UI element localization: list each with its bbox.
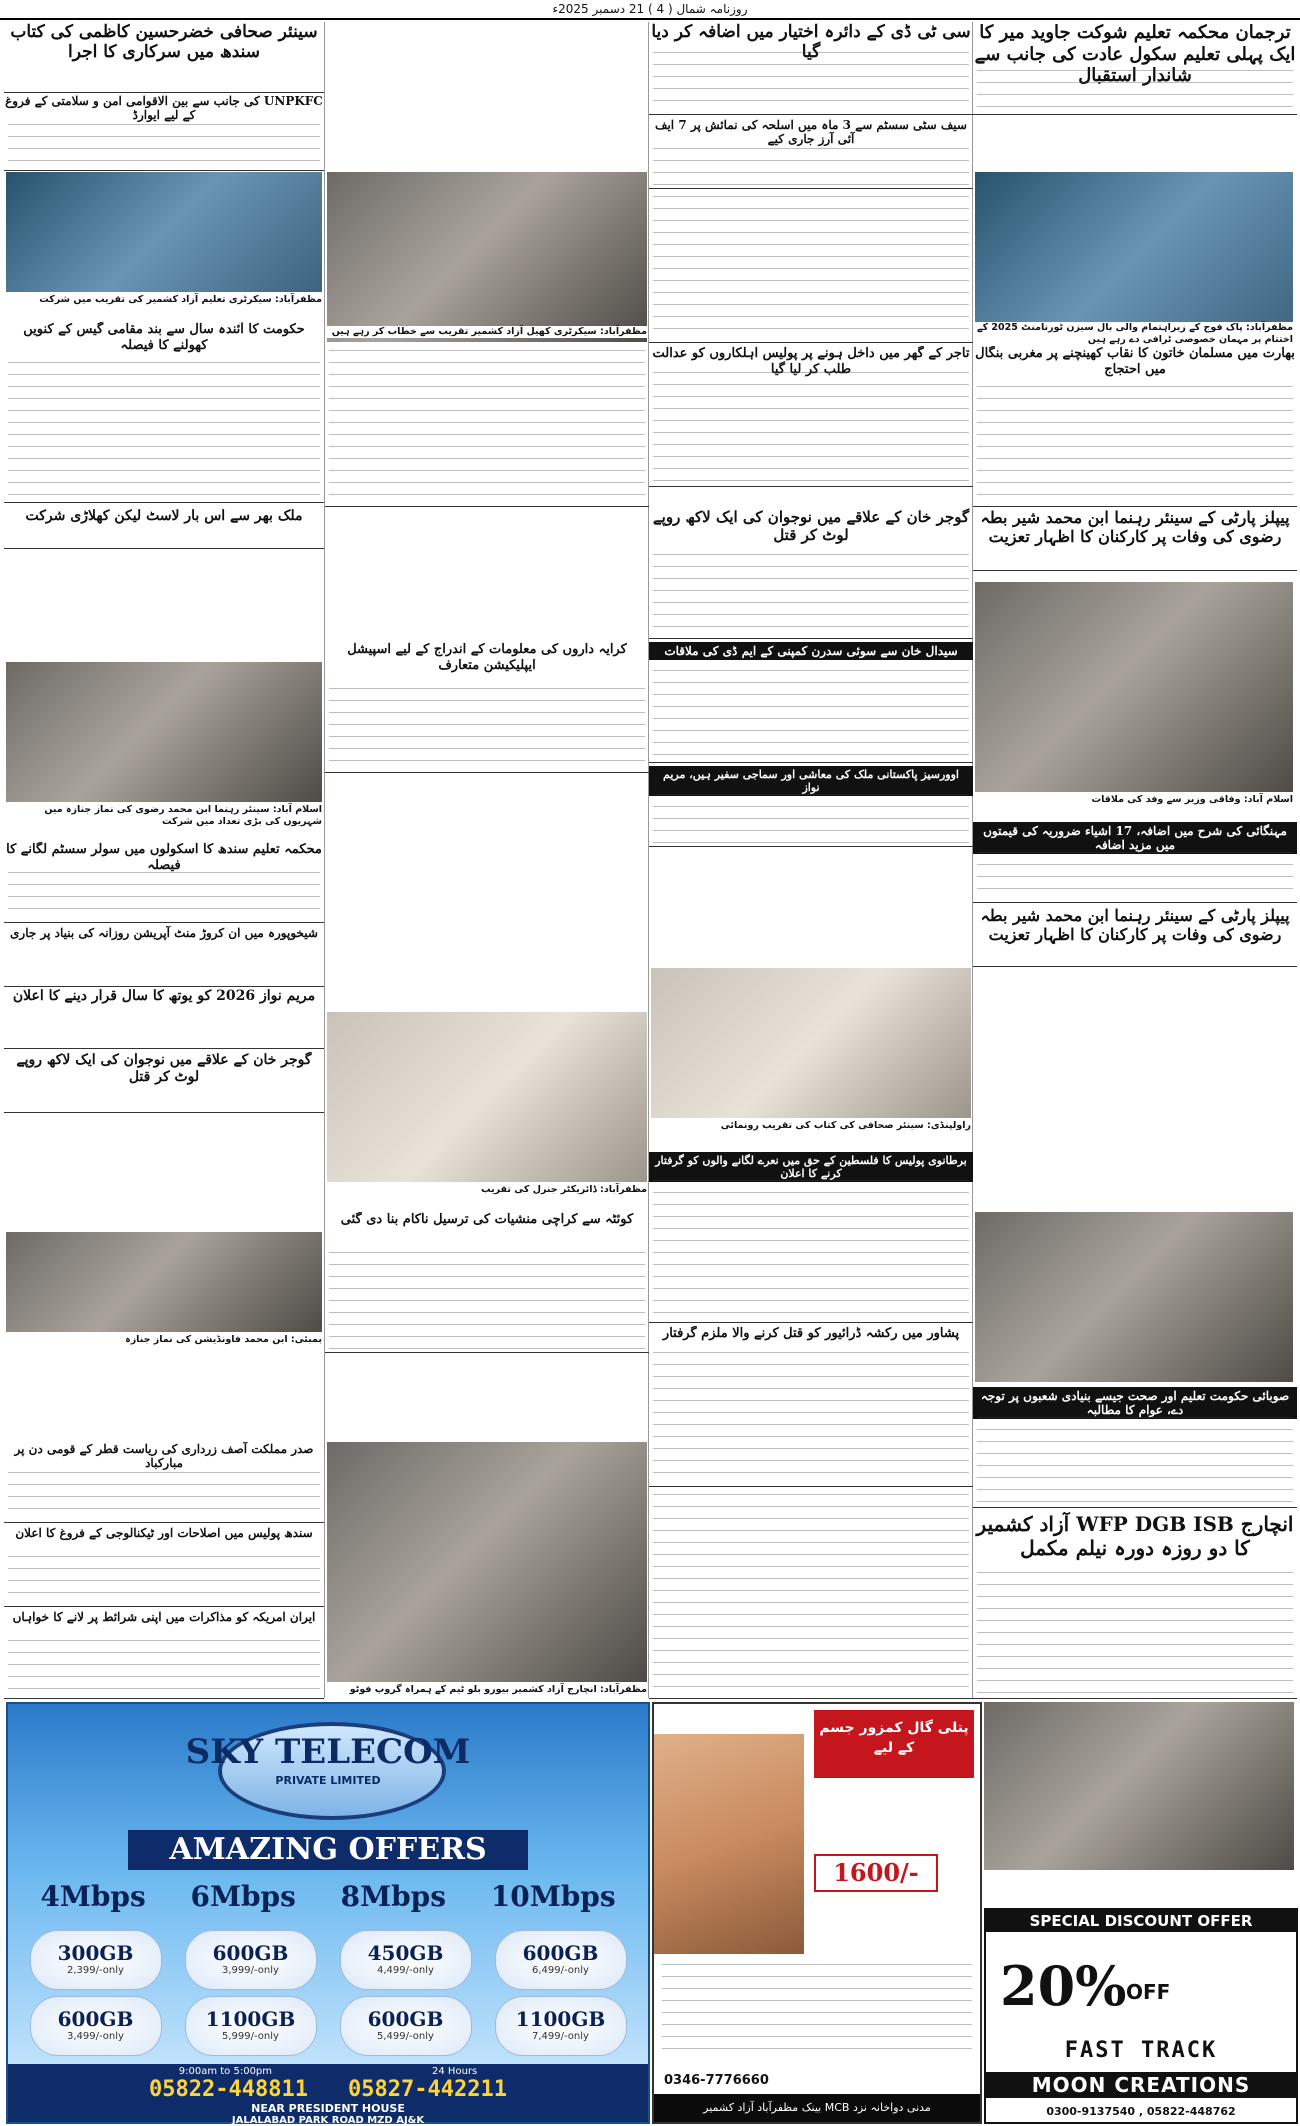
phone-2: 05827-442211 bbox=[348, 2077, 507, 2102]
amazing-offers: AMAZING OFFERS bbox=[128, 1830, 528, 1870]
package-cloud: 450GB 4,499/-only bbox=[340, 1930, 472, 1990]
column-mid-left bbox=[324, 22, 649, 1698]
story-sindh-police bbox=[4, 1526, 324, 1607]
headline: تاجر کے گھر میں داخل ہونے پر پولیس اہلکاروں کو عدالت طلب کر لیا گیا bbox=[652, 346, 970, 377]
clinic-headline: پتلی گال کمزور جسم کے لیے bbox=[814, 1710, 974, 1778]
story-british bbox=[649, 1152, 973, 1323]
caption: بمبئی: ابن محمد فاونڈیشن کی نماز جنازہ bbox=[6, 1334, 322, 1346]
discount-percent: 20% bbox=[1000, 1954, 1127, 2018]
story-gas bbox=[4, 322, 324, 503]
headline: ملک بھر سے اس بار لاسٹ لیکن کھلاڑی شرکت bbox=[25, 508, 303, 524]
story-condolence-1 bbox=[973, 508, 1297, 571]
story-condolence-2 bbox=[973, 906, 1297, 967]
speed-label: 4Mbps bbox=[40, 1880, 146, 1913]
headline: گوجر خان کے علاقے میں نوجوان کی ایک لاکھ روپے لوٹ کر قتل bbox=[16, 1052, 312, 1085]
headline: مہنگائی کی شرح میں اضافہ، 17 اشیاء ضروریہ کی قیمتوں میں مزید اضافہ bbox=[973, 822, 1297, 854]
sky-sub: PRIVATE LIMITED bbox=[275, 1774, 381, 1787]
headline: مریم نواز 2026 کو یوتھ کا سال قرار دینے کا اعلان bbox=[12, 988, 316, 1004]
speed-label: 6Mbps bbox=[190, 1880, 296, 1913]
story-safe-city bbox=[649, 118, 973, 189]
story-sooba bbox=[973, 1387, 1297, 1508]
headline: محکمہ تعلیم سندھ کا اسکولوں میں سولر سسٹم لگانے کا فیصلہ bbox=[6, 842, 322, 873]
moon-phone: 0300-9137540 , 05822-448762 bbox=[1046, 2105, 1236, 2118]
story-karachi bbox=[325, 1212, 649, 1353]
special-offer: SPECIAL DISCOUNT OFFER bbox=[986, 1910, 1296, 1932]
story-ghar2 bbox=[4, 1052, 324, 1113]
story-india bbox=[973, 346, 1297, 507]
photo-gathering bbox=[327, 172, 647, 342]
caption: اسلام آباد: سینئر رہنما ابن محمد رضوی کی نماز جنازہ میں شہریوں کی بڑی تعداد میں شرکت bbox=[6, 804, 322, 828]
news-grid bbox=[4, 22, 1296, 1698]
phone-1: 05822-448811 bbox=[149, 2077, 308, 2102]
headline: اوورسیز پاکستانی ملک کی معاشی اور سماجی سفیر ہیں، مریم نواز bbox=[649, 766, 973, 796]
story-mehngai bbox=[973, 822, 1297, 903]
caption: مظفرآباد: سیکرٹری کھیل آزاد کشمیر تقریب سے خطاب کر رہے ہیں bbox=[327, 326, 647, 338]
package-cloud: 600GB 5,499/-only bbox=[340, 1996, 472, 2056]
headline: انچارج WFP DGB ISB آزاد کشمیر کا دو روزہ دورہ نیلم مکمل bbox=[976, 1512, 1294, 1560]
headline: UNPKFC کی جانب سے بین الاقوامی امن و سلامتی کے فروغ کے لیے ایوارڈ bbox=[5, 94, 323, 123]
model-image bbox=[654, 1734, 804, 1954]
story-zardari bbox=[4, 1442, 324, 1523]
package-cloud: 600GB 3,499/-only bbox=[30, 1996, 162, 2056]
story-ghar bbox=[649, 508, 973, 639]
discount-off: OFF bbox=[1126, 1980, 1171, 2004]
caption: راولپنڈی: سینئر صحافی کی کتاب کی تقریب رونمائی bbox=[651, 1120, 971, 1132]
sky-footer bbox=[8, 2064, 648, 2126]
headline: کوئٹہ سے کراچی منشیات کی ترسیل ناکام بنا دی گئی bbox=[340, 1212, 634, 1227]
photo-sports-hall bbox=[6, 172, 322, 292]
clinic-phone: 0346-7776660 bbox=[664, 2073, 769, 2088]
hours: 9:00am to 5:00pm bbox=[178, 2066, 273, 2077]
headline: برطانوی پولیس کا فلسطین کے حق میں نعرے لگانے والوں کو گرفتار کرنے کا اعلان bbox=[649, 1152, 973, 1182]
story-top-right bbox=[973, 22, 1297, 115]
photo-meeting bbox=[975, 582, 1293, 792]
headline: پیپلز پارٹی کے سینئر رہنما ابن محمد شیر بطہ رضوی کی وفات پر کارکنان کا اظہار تعزیت bbox=[980, 906, 1290, 945]
photo-visit bbox=[327, 1442, 647, 1682]
headline: پشاور میں رکشہ ڈرائیور کو قتل کرنے والا ملزم گرفتار bbox=[662, 1326, 960, 1341]
ad-clinic bbox=[652, 1702, 982, 2124]
clinic-footer: مدنی دواخانہ نزد MCB بینک مظفرآباد آزاد کشمیر bbox=[654, 2094, 980, 2122]
story-unpkfc bbox=[4, 94, 324, 171]
story-top-left bbox=[4, 22, 324, 93]
package-row-1 bbox=[18, 1930, 638, 1990]
story-gas-mid bbox=[325, 346, 649, 507]
story-ctd bbox=[649, 22, 973, 115]
story-school-sindh bbox=[4, 842, 324, 923]
story-trader bbox=[649, 346, 973, 487]
column-right bbox=[972, 22, 1297, 1698]
address-1: NEAR PRESIDENT HOUSE bbox=[251, 2102, 405, 2115]
story-sheikhupura bbox=[4, 926, 324, 987]
caption: مظفرآباد: انچارج آزاد کشمیر بیورو بلو ٹیم کے ہمراہ گروپ فوٹو bbox=[327, 1684, 647, 1696]
masthead-text: روزنامہ شمال ( 4 ) 21 دسمبر 2025ء bbox=[552, 2, 748, 16]
speed-row bbox=[18, 1880, 638, 1920]
story-school bbox=[325, 642, 649, 773]
headline: صدر مملکت آصف زرداری کی ریاست قطر کے قومی دن پر مبارکباد bbox=[14, 1442, 314, 1471]
story-sui bbox=[649, 642, 973, 763]
story-filler-a bbox=[649, 192, 973, 343]
package-cloud: 300GB 2,399/-only bbox=[30, 1930, 162, 1990]
masthead bbox=[0, 0, 1300, 20]
headline: سیف سٹی سسٹم سے 3 ماہ میں اسلحہ کی نمائش پر 7 ایف آئی آرز جاری کیے bbox=[655, 118, 967, 147]
headline: ایران امریکہ کو مذاکرات میں اپنی شرائط پر لانے کا خواہاں bbox=[12, 1610, 316, 1624]
speed-label: 8Mbps bbox=[340, 1880, 447, 1913]
photo-officials bbox=[975, 1212, 1293, 1382]
package-cloud: 600GB 3,999/-only bbox=[185, 1930, 317, 1990]
caption: مظفرآباد: پاک فوج کے زیراہتمام والی بال سیزن ٹورنامنٹ 2025 کے اختتام پر مہمان خصوصی ٹرافی دے رہے ہیں bbox=[977, 322, 1293, 345]
story-iran bbox=[4, 1610, 324, 1699]
moon-name: MOON CREATIONS bbox=[986, 2072, 1296, 2098]
photo-janaza bbox=[6, 1232, 322, 1332]
caption: اسلام آباد: وفاقی وزیر سے وفد کی ملاقات bbox=[975, 794, 1293, 806]
photo-ceremony bbox=[651, 968, 971, 1118]
column-mid-right bbox=[648, 22, 973, 1698]
story-condolence-left bbox=[4, 508, 324, 549]
headline: صوبائی حکومت تعلیم اور صحت جیسے بنیادی شعبوں پر توجہ دے، عوام کا مطالبہ bbox=[973, 1387, 1297, 1419]
headline: کرایہ داروں کی معلومات کے اندراج کے لیے اسپیشل ایپلیکیشن متعارف bbox=[347, 642, 627, 673]
headline: بھارت میں مسلمان خاتون کا نقاب کھینچنے پر مغربی بنگال میں احتجاج bbox=[975, 346, 1295, 377]
package-row-2 bbox=[18, 1996, 638, 2056]
ad-moon-creations bbox=[984, 1908, 1298, 2124]
headline: سینئر صحافی خضرحسین کاظمی کی کتاب سندھ میں سرکاری کا اجرا bbox=[10, 22, 318, 63]
story-peshawar bbox=[649, 1326, 973, 1487]
headline: ترجمان محکمہ تعلیم شوکت جاوید میر کا ایک پہلی تعلیم سکول عادت کی جانب سے شاندار استقبال bbox=[974, 22, 1296, 87]
package-cloud: 600GB 6,499/-only bbox=[495, 1930, 627, 1990]
sky-name: SKY TELECOM bbox=[185, 1732, 471, 1772]
ad-sky-telecom bbox=[6, 1702, 650, 2124]
story-overseas bbox=[649, 766, 973, 847]
headline: شیخوپورہ میں ان کروڑ منٹ آپریشن روزانہ کی بنیاد پر جاری bbox=[10, 926, 318, 940]
headline: سندھ پولیس میں اصلاحات اور ٹیکنالوجی کے فروغ کا اعلان bbox=[15, 1526, 313, 1540]
headline: سیدال خان سے سوئی سدرن کمپنی کے ایم ڈی کی ملاقات bbox=[649, 642, 973, 660]
fast-track: FAST TRACK bbox=[1064, 2038, 1218, 2063]
story-wfp bbox=[973, 1512, 1297, 1699]
photo-group bbox=[984, 1702, 1294, 1870]
caption: مظفرآباد: سیکرٹری تعلیم آزاد کشمیر کی تقریب میں شرکت bbox=[6, 294, 322, 306]
headline: پیپلز پارٹی کے سینئر رہنما ابن محمد شیر بطہ رضوی کی وفات پر کارکنان کا اظہار تعزیت bbox=[980, 508, 1290, 547]
hours-24: 24 Hours bbox=[432, 2066, 478, 2077]
package-cloud: 1100GB 7,499/-only bbox=[495, 1996, 627, 2056]
headline: گوجر خان کے علاقے میں نوجوان کی ایک لاکھ روپے لوٹ کر قتل bbox=[652, 508, 970, 544]
address-2: JALALABAD PARK ROAD MZD AJ&K bbox=[231, 2115, 425, 2126]
photo-volleyball bbox=[975, 172, 1293, 342]
headline: حکومت کا آئندہ سال سے بند مقامی گیس کے کنویں کھولنے کا فیصلہ bbox=[23, 322, 305, 353]
package-cloud: 1100GB 5,999/-only bbox=[185, 1996, 317, 2056]
photo-elders bbox=[327, 1012, 647, 1182]
story-filler-b bbox=[649, 1490, 973, 1699]
column-left bbox=[4, 22, 324, 1698]
photo-funeral bbox=[6, 662, 322, 802]
headline: سی ٹی ڈی کے دائرہ اختیار میں اضافہ کر دیا گیا bbox=[651, 22, 971, 63]
clinic-price: 1600/- bbox=[814, 1854, 938, 1892]
caption: مظفرآباد: ڈائریکٹر جنرل کی تقریب bbox=[327, 1184, 647, 1196]
story-maryam bbox=[4, 988, 324, 1049]
speed-label: 10Mbps bbox=[490, 1880, 616, 1913]
